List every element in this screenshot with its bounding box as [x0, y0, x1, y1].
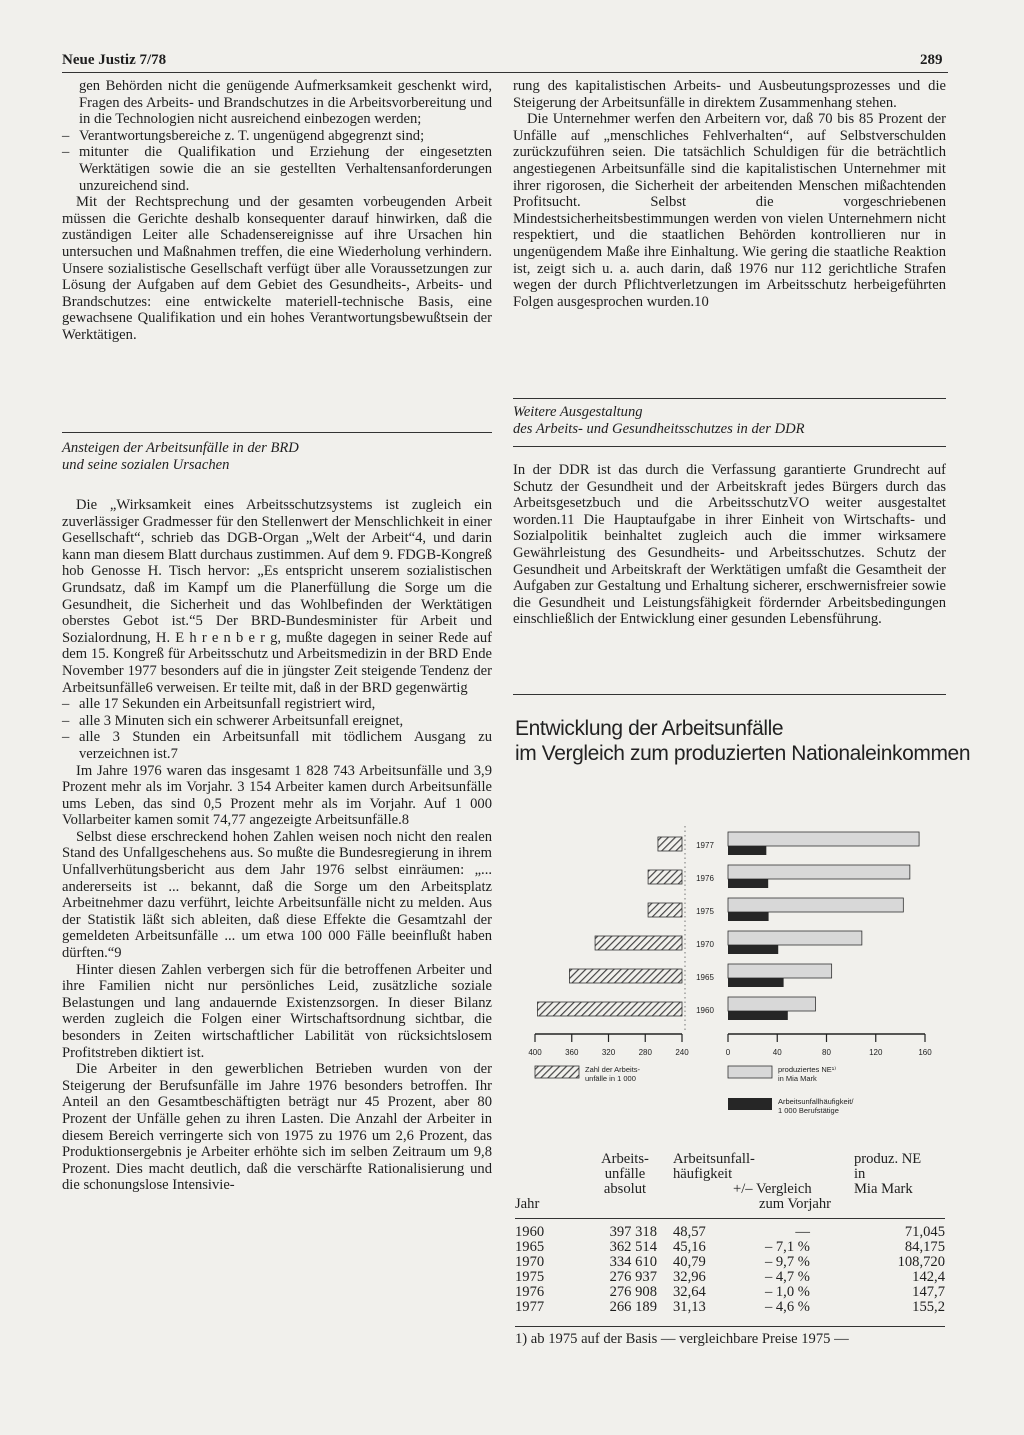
left-paragraph: Mit der Rechtsprechung und der gesamten vorbeugenden Arbeit müssen die Gerichte deshalb konsequenter darauf hinwirken, daß die zuständigen Leiter alle Schadensereignisse auf ihre Ursachen hin untersuchen und Maßnahmen treffen, die eine Wiederholung verhindern. Unsere sozialistische Gesellschaft verfügt über alle Voraussetzungen zur Lösung der Aufgaben auf dem Gebiet des Gesundheits-, Arbeits- und Brandschutzes: eine entwickelte materiell-technische Basis, eine gewachsene Qualifikation und ein hohes Verantwortungsbewußtsein der Werktätigen.	[62, 194, 492, 343]
section-heading: Ansteigen der Arbeitsunfälle in der BRD und seine sozialen Ursachen	[62, 440, 299, 473]
table-cell: 276 937	[609, 1269, 657, 1285]
year-label: 1960	[696, 1006, 714, 1015]
header-ne-2: in	[853, 1166, 866, 1182]
table-cell: 1976	[515, 1284, 545, 1300]
header-haeuf-3: +/– Vergleich	[733, 1181, 812, 1197]
table-cell: 84,175	[904, 1239, 945, 1255]
frequency-bar	[728, 912, 769, 921]
left-bullets-mid	[62, 696, 492, 762]
table-cell: 1960	[515, 1224, 545, 1240]
table-row	[515, 1240, 945, 1255]
table-cell: 266 189	[609, 1299, 657, 1315]
table-cell: 1965	[515, 1239, 545, 1255]
accident-bar	[595, 936, 682, 950]
right-column-lower	[513, 462, 946, 628]
legend-swatch-ne	[728, 1066, 772, 1078]
accident-bar	[648, 903, 682, 917]
left-column	[62, 78, 492, 344]
right-column	[513, 78, 946, 310]
left-paragraph: Hinter diesen Zahlen verbergen sich für die betroffenen Arbeiter und ihre Familien nicht nur persönliches Leid, zusätzliche soziale Belastungen und lang andauernde Existenzsorgen. In dieser Bilanz werden zugleich die Folgen einer Wirtschaftsordnung sichtbar, die besonders in Zeiten wirtschaftlicher Labilität von rücksichtslosem Profitstreben diktiert ist.	[62, 961, 492, 1061]
right-axis-tick-label: 40	[772, 1048, 782, 1057]
list-item: – alle 3 Stunden ein Arbeitsunfall mit tödlichem Ausgang zu verzeichnen ist.7	[62, 729, 492, 762]
ne-bar	[728, 997, 815, 1011]
table-cell: – 4,6 %	[764, 1299, 810, 1315]
left-paragraph: Die Arbeiter in den gewerblichen Betrieben wurden von der Steigerung der Berufsunfälle im Jahre 1976 besonders betroffen. Ihr Anteil an den Gesamtbeschäftigten beträgt nur 45 Prozent, aber 80 Prozent der Unfälle gehen zu ihren Lasten. Die Anzahl der Arbeiter in diesem Bereich verringerte sich von 1975 zu 1976 um 2,6 Prozent, das Produktionsergebnis je Arbeiter erhöhte sich im selben Zeitraum um 9,8 Prozent. Dies macht deutlich, daß die verschärfte Rationalisierung und die schonungslose Intensivie-	[62, 1061, 492, 1194]
right-axis-tick-label: 80	[822, 1048, 831, 1057]
left-paragraph: Im Jahre 1976 waren das insgesamt 1 828 743 Arbeitsunfälle und 3,9 Prozent mehr als im Vorjahr. 3 154 Arbeiter kamen durch Arbeitsunfälle ums Leben, das sind 0,5 Prozent mehr als im Vorjahr. Auf 1 000 Vollarbeiter kamen somit 74,77 angezeigte Arbeitsunfälle.8	[62, 762, 492, 829]
table-cell: 147,7	[912, 1284, 945, 1300]
legend-label: produziertes NE¹⁾	[778, 1065, 837, 1074]
header-absolut-1: Arbeits-	[601, 1151, 649, 1167]
year-label: 1965	[696, 973, 714, 982]
table-cell: 48,57	[673, 1224, 706, 1240]
table-cell: —	[795, 1224, 810, 1240]
table-cell: 40,79	[673, 1254, 706, 1270]
table-row	[515, 1300, 945, 1315]
frequency-bar	[728, 879, 768, 888]
table-cell: 31,13	[673, 1299, 706, 1315]
table-cell: 108,720	[897, 1254, 945, 1270]
right-paragraph: In der DDR ist das durch die Verfassung garantierte Grundrecht auf Schutz der Gesundheit und der Arbeitskraft jedes Bürgers durch das Arbeitsgesetzbuch und die ArbeitsschutzVO weiter ausgestaltet worden.11 Die Hauptaufgabe in ihrer Einheit von Wirtschafts- und Sozialpolitik beinhaltet zugleich auch die immer wirksamere Gewährleistung des Gesundheits- und Arbeitsschutzes. Schutz der Gesundheit und Arbeitskraft der Werktätigen umfaßt die Gesamtheit der Aufgaben zur Gestaltung und Erhaltung sicherer, erschwernisfreier sowie die Gesundheit und Leistungsfähigkeit fördernder Arbeitsbedingungen einschließlich der Entwicklung einer gesunden Lebensführung.	[513, 462, 946, 628]
header-haeuf-2: häufigkeit	[673, 1166, 733, 1182]
left-paragraph: Selbst diese erschreckend hohen Zahlen weisen noch nicht den realen Stand des Unfallgeschehens aus. So mußte die Bundesregierung in ihrem Unfallverhütungsbericht aus dem Jahr 1976 selbst einräumen: „... andererseits ist ... bekannt, daß die Sorge um den Arbeitsplatz Arbeitnehmer dazu verführt, leichte Arbeitsunfälle nicht zu melden. Aus der Statistik läßt sich ableiten, daß diese Effekte die Gesamtzahl der gemeldeten Arbeitsunfälle ... um etwa 100 000 Fälle beeinflußt haben dürften.“9	[62, 828, 492, 962]
frequency-bar	[728, 978, 784, 987]
ne-bar	[728, 832, 919, 846]
left-axis-tick-label: 320	[601, 1048, 616, 1057]
accident-bar	[569, 969, 682, 983]
year-label: 1970	[696, 940, 714, 949]
ne-bar	[728, 865, 910, 879]
table-cell: – 1,0 %	[764, 1284, 810, 1300]
data-table	[515, 1152, 945, 1315]
table-cell: – 7,1 %	[764, 1239, 810, 1255]
ne-bar	[728, 964, 832, 978]
ne-bar	[728, 931, 862, 945]
table-cell: – 4,7 %	[764, 1269, 810, 1285]
table-cell: 32,64	[673, 1284, 706, 1300]
left-axis-tick-label: 360	[565, 1048, 579, 1057]
right-paragraph: rung des kapitalistischen Arbeits- und Ausbeutungsprozesses und die Steigerung der Arbeitsunfälle in direktem Zusammenhang stehen.	[513, 78, 946, 111]
year-label: 1977	[696, 841, 714, 850]
accident-bar	[537, 1002, 682, 1016]
table-footnote: 1) ab 1975 auf der Basis — vergleichbare Preise 1975 —	[515, 1331, 849, 1347]
ne-bar	[728, 898, 903, 912]
section-heading: Weitere Ausgestaltung des Arbeits- und Gesundheitsschutzes in der DDR	[513, 404, 805, 437]
table-cell: 276 908	[609, 1284, 657, 1300]
table-bottom-rule	[515, 1326, 945, 1327]
legend-label: 1 000 Berufstätige	[778, 1106, 839, 1115]
left-paragraph: Die „Wirksamkeit eines Arbeitsschutzsystems ist zugleich ein zuverlässiger Gradmesser für den Stellenwert der Menschlichkeit in einer Gesellschaft“, schrieb das DGB-Organ „Welt der Arbeit“4, und darin kann man diesem Blatt durchaus zustimmen. Auf dem 9. FDGB-Kongreß hob Genosse H. Tisch hervor: „Es entspricht unserem sozialistischen Grundsatz, daß im Kampf um die Planerfüllung die Sorge um die Gesundheit, die Sicherheit und das Wohlbefinden der Werktätigen oberstes Gebot ist.“5 Der BRD-Bundesminister für Arbeit und Sozialordnung, H. E h r e n b e r g, mußte dagegen in seiner Rede auf dem 15. Kongreß für Arbeitsschutz und Arbeitsmedizin in der BRD Ende November 1977 besonders auf die in jüngster Zeit steigende Tendenz der Arbeitsunfälle6 verweisen. Er teilte mit, daß in der BRD gegenwärtig	[62, 497, 492, 696]
right-axis-tick-label: 120	[869, 1048, 883, 1057]
year-label: 1976	[696, 874, 714, 883]
frequency-bar	[728, 846, 766, 855]
table-row	[515, 1270, 945, 1285]
section-rule	[513, 398, 946, 399]
year-label: 1975	[696, 907, 714, 916]
list-item: – mitunter die Qualifikation und Erziehung der eingesetzten Werktätigen sowie die an sie gestellten Verhaltensanforderungen unzureichend sind.	[62, 144, 492, 194]
table-cell: 32,96	[673, 1269, 706, 1285]
left-column-lower	[62, 497, 492, 1194]
header-absolut-2: unfälle	[604, 1166, 646, 1182]
section-rule	[513, 446, 946, 447]
left-intro-text: gen Behörden nicht die genügende Aufmerksamkeit geschenkt wird, Fragen des Arbeits- und Brandschutzes in die Arbeitsvorbereitung und in die Technologien nicht ausreichend einbezogen werden;	[79, 78, 492, 128]
accident-bar	[648, 870, 682, 884]
right-axis-tick-label: 160	[918, 1048, 932, 1057]
section-rule	[513, 694, 946, 695]
list-item: – alle 3 Minuten sich ein schwerer Arbeitsunfall ereignet,	[62, 712, 404, 729]
table-row	[515, 1225, 945, 1240]
table-cell: 1975	[515, 1269, 545, 1285]
right-paragraph: Die Unternehmer werfen den Arbeitern vor, daß 70 bis 85 Prozent der Unfälle auf „menschliches Fehlverhalten“, auf Selbstverschulden zurückzuführen seien. Die tatsächlich Schuldigen für die beträchtlich angestiegenen Arbeitsunfälle sind die kapitalistischen Unternehmer mit ihrer rigorosen, die Sicherheit der arbeitenden Menschen mißachtenden Profitsucht. Selbst die vorgeschriebenen Mindestsicherheitsbestimmungen werden von vielen Unternehmern nicht respektiert, und die staatlichen Behörden kontrollieren nur in ungenügendem Maße ihre Einhaltung. Wie gering die staatliche Reaktion ist, zeigt sich u. a. auch darin, daß 1976 nur 112 gerichtliche Strafen wegen der durch Pflichtverletzungen im Arbeitsschutz herbeigeführten Folgen ausgesprochen wurden.10	[513, 111, 946, 310]
table-header-row	[515, 1152, 945, 1212]
header-ne-3: Mia Mark	[853, 1181, 913, 1197]
accident-bar	[658, 837, 682, 851]
header-rule	[62, 72, 948, 73]
header-haeuf-1: Arbeitsunfall-	[673, 1151, 755, 1167]
page-header-left: Neue Justiz 7/78	[62, 52, 167, 68]
page-number: 289	[920, 52, 943, 68]
frequency-bar	[728, 1011, 788, 1020]
left-bullets-top	[62, 128, 492, 194]
table-cell: 142,4	[912, 1269, 945, 1285]
chart-title: Entwicklung der Arbeitsunfälle im Vergleich zum produzierten Nationaleinkommen	[515, 717, 971, 765]
table-row	[515, 1255, 945, 1270]
bar-chart	[515, 820, 945, 1130]
left-axis-tick-label: 280	[638, 1048, 652, 1057]
table-cell: 362 514	[609, 1239, 657, 1255]
table-cell: 155,2	[912, 1299, 945, 1315]
header-haeuf-4: zum Vorjahr	[759, 1196, 832, 1212]
header-ne-1: produz. NE	[853, 1151, 922, 1167]
legend-swatch-frequency	[728, 1098, 772, 1110]
legend-label: in Mia Mark	[778, 1074, 817, 1083]
table-cell: 45,16	[673, 1239, 706, 1255]
table-cell: 1970	[515, 1254, 545, 1270]
right-axis-tick-label: 0	[725, 1048, 731, 1057]
table-cell: 334 610	[609, 1254, 657, 1270]
legend-label: Zahl der Arbeits-	[585, 1065, 641, 1074]
list-item: – alle 17 Sekunden ein Arbeitsunfall registriert wird,	[62, 696, 376, 713]
left-axis-tick-label: 240	[675, 1048, 689, 1057]
table-cell: 397 318	[609, 1224, 657, 1240]
legend-label: unfälle in 1 000	[585, 1074, 636, 1083]
table-cell: 1977	[515, 1299, 545, 1315]
legend-label: Arbeitsunfallhäufigkeit/	[778, 1097, 854, 1106]
section-rule	[62, 432, 492, 433]
table-cell: – 9,7 %	[764, 1254, 810, 1270]
table-cell: 71,045	[904, 1224, 945, 1240]
header-absolut-3: absolut	[603, 1181, 647, 1197]
header-jahr: Jahr	[515, 1196, 540, 1212]
legend-swatch-accidents	[535, 1066, 579, 1078]
list-item: – Verantwortungsbereiche z. T. ungenügend abgegrenzt sind;	[62, 127, 425, 144]
left-axis-tick-label: 400	[528, 1048, 542, 1057]
frequency-bar	[728, 945, 778, 954]
table-row	[515, 1285, 945, 1300]
